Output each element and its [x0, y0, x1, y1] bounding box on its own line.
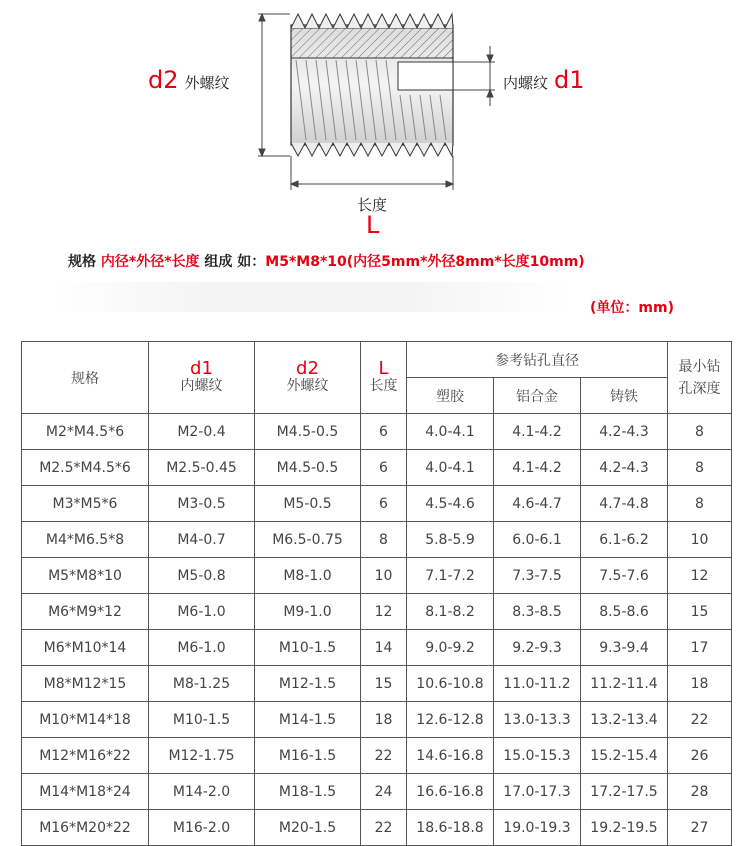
table-row [22, 558, 732, 594]
cell-length: 14 [361, 630, 407, 666]
cell-min-depth: 8 [668, 450, 732, 486]
cell-aluminum: 9.2-9.3 [494, 630, 581, 666]
cell-length: 15 [361, 666, 407, 702]
cell-d2: M10-1.5 [255, 630, 361, 666]
header-d1-symbol: d1 [190, 358, 213, 379]
header-L-symbol: L [378, 358, 389, 379]
header-cast-iron: 铸铁 [581, 378, 668, 414]
table-row [22, 702, 732, 738]
cell-plastic: 18.6-18.8 [407, 810, 494, 846]
cell-cast-iron: 19.2-19.5 [581, 810, 668, 846]
cell-d1: M12-1.75 [149, 738, 255, 774]
cell-cast-iron: 4.7-4.8 [581, 486, 668, 522]
cell-aluminum: 7.3-7.5 [494, 558, 581, 594]
cell-min-depth: 26 [668, 738, 732, 774]
spec-table [21, 341, 732, 846]
table-row [22, 666, 732, 702]
length-dimension [291, 156, 453, 190]
cell-d2: M4.5-0.5 [255, 414, 361, 450]
cell-plastic: 10.6-10.8 [407, 666, 494, 702]
cell-d2: M9-1.0 [255, 594, 361, 630]
cell-aluminum: 17.0-17.3 [494, 774, 581, 810]
cell-d2: M20-1.5 [255, 810, 361, 846]
header-plastic: 塑胶 [407, 378, 494, 414]
header-d1-label: 内螺纹 [180, 378, 223, 394]
cell-spec: M5*M8*10 [22, 558, 149, 594]
cell-plastic: 4.5-4.6 [407, 486, 494, 522]
header-L-label: 长度 [369, 378, 398, 394]
cell-d2: M12-1.5 [255, 666, 361, 702]
table-header [22, 342, 732, 414]
table-body [22, 414, 732, 846]
thread-teeth-top [291, 14, 453, 28]
cell-length: 22 [361, 810, 407, 846]
cell-length: 24 [361, 774, 407, 810]
cell-min-depth: 12 [668, 558, 732, 594]
cell-length: 10 [361, 558, 407, 594]
table-row [22, 414, 732, 450]
header-d2-label: 外螺纹 [286, 378, 329, 394]
cell-min-depth: 8 [668, 414, 732, 450]
cell-min-depth: 28 [668, 774, 732, 810]
d2-label: 外螺纹 [184, 74, 230, 92]
table-row [22, 630, 732, 666]
cell-spec: M16*M20*22 [22, 810, 149, 846]
header-min-depth [668, 342, 732, 414]
cell-cast-iron: 4.2-4.3 [581, 450, 668, 486]
d1-dimension [453, 46, 495, 106]
internal-bore [398, 62, 453, 90]
cell-spec: M4*M6.5*8 [22, 522, 149, 558]
table-row [22, 486, 732, 522]
cell-aluminum: 4.1-4.2 [494, 450, 581, 486]
unit-label: (单位：mm) [590, 300, 674, 316]
cell-d2: M16-1.5 [255, 738, 361, 774]
cell-aluminum: 11.0-11.2 [494, 666, 581, 702]
cell-d1: M14-2.0 [149, 774, 255, 810]
cell-aluminum: 13.0-13.3 [494, 702, 581, 738]
cell-d2: M14-1.5 [255, 702, 361, 738]
cell-d2: M18-1.5 [255, 774, 361, 810]
cell-d2: M8-1.0 [255, 558, 361, 594]
cell-d1: M2-0.4 [149, 414, 255, 450]
cell-length: 22 [361, 738, 407, 774]
cell-plastic: 12.6-12.8 [407, 702, 494, 738]
hatched-section-top [291, 28, 453, 58]
cell-min-depth: 10 [668, 522, 732, 558]
spec-prefix: 规格 [68, 254, 101, 270]
cell-cast-iron: 7.5-7.6 [581, 558, 668, 594]
cell-plastic: 4.0-4.1 [407, 450, 494, 486]
cell-d2: M4.5-0.5 [255, 450, 361, 486]
cell-spec: M14*M18*24 [22, 774, 149, 810]
cell-d1: M16-2.0 [149, 810, 255, 846]
header-spec: 规格 [22, 342, 149, 414]
table-row [22, 738, 732, 774]
cell-cast-iron: 13.2-13.4 [581, 702, 668, 738]
threaded-insert-diagram [0, 0, 750, 240]
cell-cast-iron: 4.2-4.3 [581, 414, 668, 450]
table-row [22, 450, 732, 486]
header-d2-symbol: d2 [296, 358, 319, 379]
d1-symbol: d1 [554, 66, 585, 94]
cell-d1: M8-1.25 [149, 666, 255, 702]
cell-cast-iron: 8.5-8.6 [581, 594, 668, 630]
cell-plastic: 14.6-16.8 [407, 738, 494, 774]
cell-aluminum: 6.0-6.1 [494, 522, 581, 558]
cell-aluminum: 15.0-15.3 [494, 738, 581, 774]
d2-dimension [258, 14, 290, 156]
cell-d1: M6-1.0 [149, 630, 255, 666]
length-label: 长度 [357, 196, 388, 214]
cell-plastic: 4.0-4.1 [407, 414, 494, 450]
table-row [22, 594, 732, 630]
cell-spec: M3*M5*6 [22, 486, 149, 522]
cell-length: 12 [361, 594, 407, 630]
d1-callout [503, 66, 585, 94]
cell-plastic: 7.1-7.2 [407, 558, 494, 594]
cell-spec: M6*M10*14 [22, 630, 149, 666]
cell-cast-iron: 11.2-11.4 [581, 666, 668, 702]
header-d1 [149, 342, 255, 414]
cell-spec: M6*M9*12 [22, 594, 149, 630]
cell-min-depth: 15 [668, 594, 732, 630]
table-row [22, 774, 732, 810]
header-d2 [255, 342, 361, 414]
header-aluminum: 铝合金 [494, 378, 581, 414]
cell-d2: M5-0.5 [255, 486, 361, 522]
cell-aluminum: 19.0-19.3 [494, 810, 581, 846]
cell-d2: M6.5-0.75 [255, 522, 361, 558]
cell-spec: M8*M12*15 [22, 666, 149, 702]
length-symbol: L [366, 211, 380, 239]
cell-min-depth: 8 [668, 486, 732, 522]
cell-plastic: 16.6-16.8 [407, 774, 494, 810]
cell-spec: M12*M16*22 [22, 738, 149, 774]
cell-min-depth: 27 [668, 810, 732, 846]
table-row [22, 522, 732, 558]
cell-cast-iron: 6.1-6.2 [581, 522, 668, 558]
cell-min-depth: 17 [668, 630, 732, 666]
cell-length: 18 [361, 702, 407, 738]
cell-d1: M10-1.5 [149, 702, 255, 738]
header-L [361, 342, 407, 414]
cell-plastic: 5.8-5.9 [407, 522, 494, 558]
spec-middle: 组成 如： [199, 254, 266, 270]
cell-plastic: 9.0-9.2 [407, 630, 494, 666]
cell-length: 6 [361, 414, 407, 450]
cell-aluminum: 8.3-8.5 [494, 594, 581, 630]
cell-cast-iron: 15.2-15.4 [581, 738, 668, 774]
header-min-depth-text: 最小钻孔深度 [678, 358, 721, 397]
cell-cast-iron: 9.3-9.4 [581, 630, 668, 666]
decorative-fade-bar [50, 282, 570, 312]
header-drill-group: 参考钻孔直径 [407, 342, 668, 378]
cell-aluminum: 4.6-4.7 [494, 486, 581, 522]
thread-teeth-bottom [291, 143, 453, 156]
cell-d1: M4-0.7 [149, 522, 255, 558]
cell-spec: M2.5*M4.5*6 [22, 450, 149, 486]
spec-formula: 内径*外径*长度 [100, 254, 200, 270]
cell-length: 8 [361, 522, 407, 558]
d2-symbol: d2 [148, 66, 179, 94]
cell-length: 6 [361, 486, 407, 522]
cell-aluminum: 4.1-4.2 [494, 414, 581, 450]
d1-label: 内螺纹 [503, 74, 549, 92]
cell-d1: M5-0.8 [149, 558, 255, 594]
cell-d1: M3-0.5 [149, 486, 255, 522]
cell-min-depth: 22 [668, 702, 732, 738]
cell-d1: M2.5-0.45 [149, 450, 255, 486]
d2-callout [148, 66, 230, 94]
cell-length: 6 [361, 450, 407, 486]
spec-example: M5*M8*10(内径5mm*外径8mm*长度10mm) [265, 254, 585, 270]
cell-plastic: 8.1-8.2 [407, 594, 494, 630]
cell-d1: M6-1.0 [149, 594, 255, 630]
cell-spec: M10*M14*18 [22, 702, 149, 738]
table-row [22, 810, 732, 846]
cell-spec: M2*M4.5*6 [22, 414, 149, 450]
cell-cast-iron: 17.2-17.5 [581, 774, 668, 810]
spec-format-line [68, 251, 585, 271]
cell-min-depth: 18 [668, 666, 732, 702]
